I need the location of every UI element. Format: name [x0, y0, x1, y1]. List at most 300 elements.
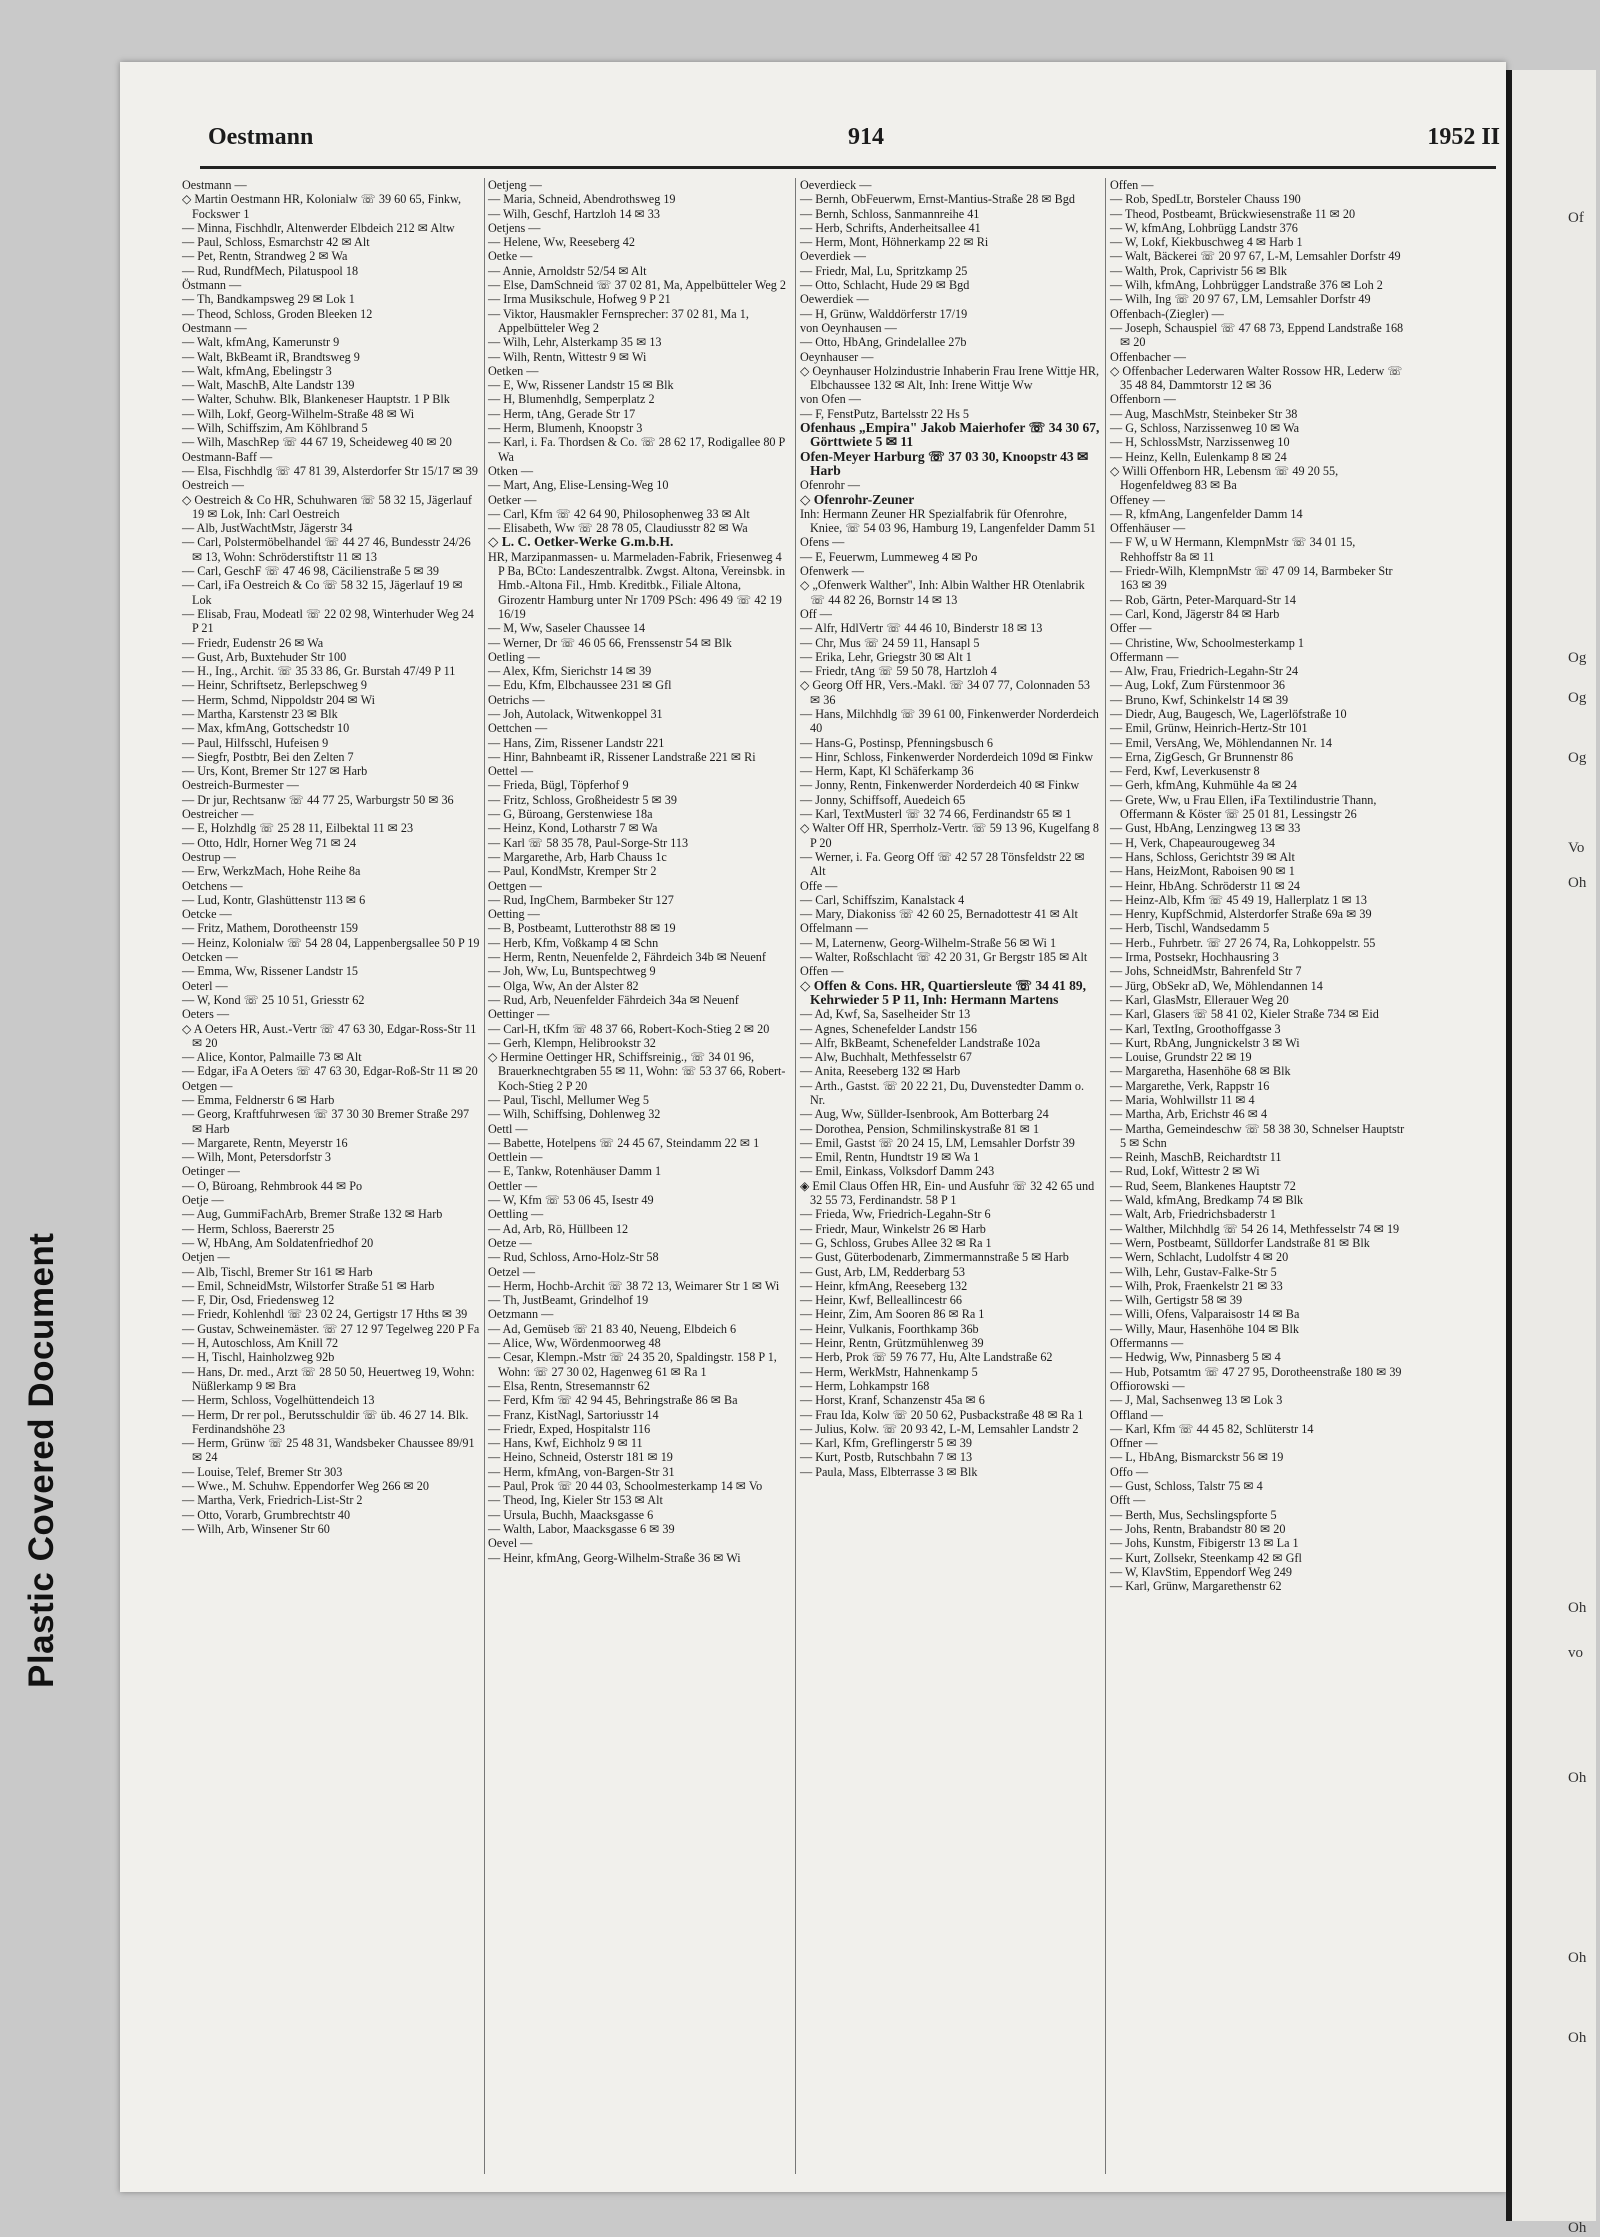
- directory-entry: Oettler —: [488, 1178, 538, 1193]
- directory-entry: — Friedr-Wilh, KlempnMstr ☏ 47 09 14, Barmbeker Str 163 ✉ 39: [1110, 564, 1393, 593]
- directory-entry: — Walter, Schuhw. Blk, Blankeneser Hauptstr. 1 P Blk: [182, 392, 450, 407]
- directory-entry: — Emma, Feldnerstr 6 ✉ Harb: [182, 1093, 335, 1107]
- directory-entry: — Werner, i. Fa. Georg Off ☏ 42 57 28 Tönsfeldstr 22 ✉ Alt: [800, 849, 1085, 879]
- directory-entry: — Alb, Tischl, Bremer Str 161 ✉ Harb: [182, 1264, 373, 1279]
- directory-entry: — Bernh, ObFeuerwm, Ernst-Mantius-Straße 28 ✉ Bgd: [800, 192, 1075, 207]
- directory-entry: ◇ L. C. Oetker-Werke G.m.b.H.: [488, 534, 674, 550]
- directory-entry: — H, Autoschloss, Am Knill 72: [182, 1336, 339, 1351]
- directory-entry: — Cesar, Klempn.-Mstr ☏ 24 35 20, Spaldingstr. 158 P 1, Wohn: ☏ 27 30 02, Hagenweg 61 ✉ Ra 1: [488, 1350, 777, 1379]
- next-page-fragment: Oh: [1568, 1770, 1587, 1786]
- directory-entry: — Carl, Kond, Jägerstr 84 ✉ Harb: [1110, 606, 1280, 621]
- directory-entry: — Friedr, Mal, Lu, Spritzkamp 25: [800, 263, 968, 278]
- directory-entry: Ofenrohr —: [800, 478, 860, 493]
- next-page-fragment: vo: [1568, 1645, 1583, 1661]
- directory-entry: — Kurt, Postb, Rutschbahn 7 ✉ 13: [800, 1450, 973, 1465]
- directory-entry: — Hans, Dr. med., Arzt ☏ 28 50 50, Heuertweg 19, Wohn: Nüßlerkamp 9 ✉ Bra: [182, 1364, 475, 1393]
- directory-entry: — Joseph, Schauspiel ☏ 47 68 73, Eppend Landstraße 168 ✉ 20: [1110, 320, 1404, 350]
- directory-entry: — Lud, Kontr, Glashüttenstr 113 ✉ 6: [182, 892, 366, 907]
- directory-entry: — W, HbAng, Am Soldatenfriedhof 20: [182, 1235, 374, 1250]
- directory-entry: — Wilh, Schiffsing, Dohlenweg 32: [488, 1107, 661, 1122]
- directory-entry: — Johs, Kunstm, Fibigerstr 13 ✉ La 1: [1110, 1536, 1299, 1551]
- directory-entry: — Paul, Prok ☏ 20 44 03, Schoolmesterkamp 14 ✉ Vo: [488, 1479, 763, 1494]
- directory-entry: — Carl, Polstermöbelhandel ☏ 44 27 46, Bundesstr 24/26 ✉ 13, Wohn: Schröderstiftstr 11 ✉ 13: [182, 535, 471, 564]
- directory-entry: — Maria, Schneid, Abendrothsweg 19: [488, 192, 676, 207]
- directory-entry: ◇ Oeynhauser Holzindustrie Inhaberin Frau Irene Wittje HR, Elbchaussee 132 ✉ Alt, Inh: Irene Wittje Ww: [800, 363, 1100, 393]
- directory-entry: — Rud, RundfMech, Pilatuspool 18: [182, 263, 359, 278]
- directory-entry: — Heinr, kfmAng, Reeseberg 132: [800, 1278, 968, 1293]
- directory-entry: Oettlein —: [488, 1150, 543, 1165]
- directory-entry: Oetchens —: [182, 878, 243, 893]
- directory-entry: — E, Holzhdlg ☏ 25 28 11, Eilbektal 11 ✉ 23: [182, 821, 414, 836]
- directory-entry: — Louise, Grundstr 22 ✉ 19: [1110, 1050, 1252, 1065]
- directory-entry: ◇ Offen & Cons. HR, Quartiersleute ☏ 34 41 89, Kehrwieder 5 P 11, Inh: Hermann Martens: [800, 977, 1086, 1007]
- edition-year: 1952 II: [1427, 124, 1500, 150]
- directory-entry: — Erna, ZigGesch, Gr Brunnenstr 86: [1110, 749, 1294, 764]
- directory-entry: — H, Blumenhdlg, Semperplatz 2: [488, 392, 655, 407]
- directory-entry: — Herm, WerkMstr, Hahnenkamp 5: [800, 1364, 978, 1379]
- directory-entry: — Walt, BkBeamt iR, Brandtsweg 9: [182, 349, 360, 364]
- next-page-fragment: Oh: [1568, 1600, 1587, 1616]
- directory-entry: — Theod, Schloss, Groden Bleeken 12: [182, 306, 373, 321]
- directory-entry: Offen —: [1110, 178, 1154, 192]
- directory-entry: — Ad, Kwf, Sa, Saselheider Str 13: [800, 1007, 971, 1022]
- directory-entry: Otken —: [488, 463, 534, 478]
- directory-entry: Oetjen —: [182, 1250, 230, 1265]
- directory-entry: — Th, JustBeamt, Grindelhof 19: [488, 1293, 649, 1308]
- directory-entry: — Grete, Ww, u Frau Ellen, iFa Textilindustrie Thann, Offermann & Köster ☏ 25 01 81, Lessingstr 26: [1110, 792, 1377, 822]
- directory-entry: Oetzmann —: [488, 1307, 554, 1322]
- directory-entry: — Georg, Kraftfuhrwesen ☏ 37 30 30 Bremer Straße 297 ✉ Harb: [182, 1107, 470, 1136]
- directory-entry: — Hinr, Bahnbeamt iR, Rissener Landstraße 221 ✉ Ri: [488, 749, 756, 764]
- directory-entry: — Johs, SchneidMstr, Bahrenfeld Str 7: [1110, 964, 1302, 979]
- directory-entry: — Alw, Buchhalt, Methfesselstr 67: [800, 1050, 972, 1065]
- directory-entry: — Erika, Lehr, Griegstr 30 ✉ Alt 1: [800, 649, 972, 664]
- directory-entry: — Heinr, Kwf, Belleallincestr 66: [800, 1293, 962, 1308]
- directory-entry: — Henry, KupfSchmid, Alsterdorfer Straße 69a ✉ 39: [1110, 907, 1372, 922]
- directory-entry: Oetje —: [182, 1193, 224, 1208]
- directory-entry: — Wilh, Gertigstr 58 ✉ 39: [1110, 1293, 1243, 1308]
- directory-entry: — M, Laternenw, Georg-Wilhelm-Straße 56 ✉ Wi 1: [800, 935, 1057, 950]
- directory-entry: — Heino, Schneid, Osterstr 181 ✉ 19: [488, 1450, 673, 1465]
- directory-entry: Oetjens —: [488, 220, 541, 235]
- directory-entry: — Hans, HeizMont, Raboisen 90 ✉ 1: [1110, 864, 1295, 879]
- directory-entry: Oetinger —: [182, 1164, 240, 1179]
- directory-entry: — Frieda, Bügl, Töpferhof 9: [488, 778, 629, 793]
- directory-entry: — Alb, JustWachtMstr, Jägerstr 34: [182, 521, 353, 536]
- directory-entry: — Gust, Arb, LM, Redderbarg 53: [800, 1264, 965, 1279]
- directory-entry: — Emil, Gastst ☏ 20 24 15, LM, Lemsahler Dorfstr 39: [800, 1135, 1075, 1150]
- directory-entry: — Friedr, Exped, Hospitalstr 116: [488, 1421, 651, 1436]
- directory-entry: — E, Feuerwm, Lummeweg 4 ✉ Po: [800, 549, 978, 564]
- directory-entry: — H, SchlossMstr, Narzissenweg 10: [1110, 435, 1290, 450]
- next-page-fragment: Og: [1568, 650, 1587, 666]
- directory-entry: — Walt, Arb, Friedrichsbaderstr 1: [1110, 1207, 1276, 1222]
- directory-entry: Offner —: [1110, 1436, 1158, 1451]
- directory-entry: — O, Büroang, Rehmbrook 44 ✉ Po: [182, 1178, 363, 1193]
- directory-entry: — Wilh, Ing ☏ 20 97 67, LM, Lemsahler Dorfstr 49: [1110, 292, 1371, 307]
- directory-entry: — Carl, iFa Oestreich & Co ☏ 58 32 15, Jägerlauf 19 ✉ Lok: [182, 578, 463, 607]
- directory-entry: Oestreich —: [182, 478, 244, 493]
- directory-entry: — Heinr, Schriftsetz, Berlepschweg 9: [182, 678, 367, 693]
- directory-entry: — Theod, Postbeamt, Brückwiesenstraße 11 ✉ 20: [1110, 206, 1356, 221]
- directory-entry: — Maria, Wohlwillstr 11 ✉ 4: [1110, 1093, 1255, 1107]
- directory-entry: Oettel —: [488, 764, 534, 779]
- directory-entry: — Wern, Postbeamt, Sülldorfer Landstraße 81 ✉ Blk: [1110, 1235, 1370, 1250]
- directory-entry: — Karl, Grünw, Margarethenstr 62: [1110, 1579, 1282, 1594]
- directory-entry: — Walter, Roßschlacht ☏ 42 20 31, Gr Bergstr 185 ✉ Alt: [800, 950, 1088, 965]
- directory-entry: — Emil, VersAng, We, Möhlendannen Nr. 14: [1110, 735, 1332, 750]
- directory-entry: — Herb, Tischl, Wandsedamm 5: [1110, 921, 1270, 936]
- directory-entry: — W, Kond ☏ 25 10 51, Griesstr 62: [182, 992, 365, 1007]
- next-page-edge: [1506, 70, 1596, 2236]
- directory-entry: Ofenwerk —: [800, 564, 864, 579]
- directory-entry: — Elisab, Frau, Modeatl ☏ 22 02 98, Winterhuder Weg 24 P 21: [182, 606, 474, 636]
- directory-entry: — Carl-H, tKfm ☏ 48 37 66, Robert-Koch-Stieg 2 ✉ 20: [488, 1021, 770, 1036]
- directory-entry: — Carl, GeschF ☏ 47 46 98, Cäcilienstraße 5 ✉ 39: [182, 564, 439, 579]
- directory-entry: — Kurt, Zollsekr, Steenkamp 42 ✉ Gfl: [1110, 1550, 1302, 1565]
- directory-entry: Offt —: [1110, 1493, 1146, 1508]
- header-rule: [200, 166, 1496, 169]
- directory-entry: Oetling —: [488, 649, 540, 664]
- directory-entry: — Alex, Kfm, Sierichstr 14 ✉ 39: [488, 664, 652, 679]
- directory-entry: — Anita, Reeseberg 132 ✉ Harb: [800, 1064, 961, 1079]
- directory-entry: — F, Dir, Osd, Friedensweg 12: [182, 1293, 335, 1308]
- directory-entry: — Rud, IngChem, Barmbeker Str 127: [488, 892, 674, 907]
- directory-entry: — Wilh, Rentn, Wittestr 9 ✉ Wi: [488, 349, 647, 364]
- directory-entry: — F, FenstPutz, Bartelsstr 22 Hs 5: [800, 406, 969, 421]
- directory-entry: — Karl, TextIng, Groothoffgasse 3: [1110, 1021, 1281, 1036]
- directory-entry: — Emil, Einkass, Volksdorf Damm 243: [800, 1164, 995, 1179]
- directory-entry: — Carl, Kfm ☏ 42 64 90, Philosophenweg 33 ✉ Alt: [488, 506, 750, 521]
- directory-entry: — Paul, Tischl, Mellumer Weg 5: [488, 1093, 649, 1107]
- directory-entry: — Wwe., M. Schuhw. Eppendorfer Weg 266 ✉ 20: [182, 1479, 429, 1494]
- directory-entry: — Jonny, Rentn, Finkenwerder Norderdeich 40 ✉ Finkw: [800, 778, 1080, 793]
- directory-entry: — Hinr, Schloss, Finkenwerder Norderdeich 109d ✉ Finkw: [800, 749, 1094, 764]
- directory-entry: — Siegfr, Postbtr, Bei den Zelten 7: [182, 749, 354, 764]
- directory-entry: — Bruno, Kwf, Schinkelstr 14 ✉ 39: [1110, 692, 1289, 707]
- directory-entry: — Gustav, Schweinemäster. ☏ 27 12 97 Tegelweg 220 P Fa: [182, 1321, 480, 1336]
- directory-entry: — Martha, Gemeindeschw ☏ 58 38 30, Schnelser Hauptstr 5 ✉ Schn: [1110, 1121, 1405, 1150]
- directory-entry: — Dorothea, Pension, Schmilinskystraße 81 ✉ 1: [800, 1121, 1040, 1136]
- directory-entry: Oeverdieck —: [800, 178, 872, 192]
- next-page-edge-rule: [1506, 70, 1512, 2221]
- directory-entry: — Friedr, Kohlenhdl ☏ 23 02 24, Gertigstr 17 Hths ✉ 39: [182, 1307, 468, 1322]
- directory-entry: — Alfr, HdlVertr ☏ 44 46 10, Binderstr 18 ✉ 13: [800, 621, 1043, 636]
- next-page-fragment: Oh: [1568, 875, 1587, 891]
- directory-entry: — Paul, Hilfsschl, Hufeisen 9: [182, 735, 329, 750]
- directory-entry: Oettchen —: [488, 721, 548, 736]
- directory-entry: — Herm, Schloss, Vogelhüttendeich 13: [182, 1393, 375, 1408]
- next-page-fragment: Oh: [1568, 2220, 1587, 2236]
- directory-entry: Offo —: [1110, 1464, 1149, 1479]
- directory-entry: — Wilh, MaschRep ☏ 44 67 19, Scheideweg 40 ✉ 20: [182, 435, 452, 450]
- directory-entry: — Werner, Dr ☏ 46 05 66, Frenssenstr 54 ✉ Blk: [488, 635, 732, 650]
- directory-entry: — Margaretha, Hasenhöhe 68 ✉ Blk: [1110, 1064, 1291, 1079]
- directory-entry: — Heinr, Zim, Am Sooren 86 ✉ Ra 1: [800, 1307, 985, 1322]
- directory-entry: Offenhäuser —: [1110, 521, 1186, 536]
- directory-entry: — Hans, Kwf, Eichholz 9 ✉ 11: [488, 1436, 643, 1451]
- directory-entry: — Louise, Telef, Bremer Str 303: [182, 1464, 343, 1479]
- directory-entry: — Jürg, ObSekr aD, We, Möhlendannen 14: [1110, 978, 1323, 993]
- directory-entry: — Walth, Prok, Caprivistr 56 ✉ Blk: [1110, 263, 1287, 278]
- directory-entry: — Aug, Lokf, Zum Fürstenmoor 36: [1110, 678, 1286, 693]
- directory-entry: ◇ Offenbacher Lederwaren Walter Rossow HR, Lederw ☏ 35 48 84, Dammtorstr 12 ✉ 36: [1110, 363, 1403, 393]
- directory-entry: — Bernh, Schloss, Sanmannreihe 41: [800, 206, 980, 221]
- next-page-fragment: Oh: [1568, 1950, 1587, 1966]
- directory-entry: — Herm, Lohkampstr 168: [800, 1378, 930, 1393]
- directory-entry: Oeynhauser —: [800, 349, 874, 364]
- directory-entry: — Jonny, Schiffsoff, Auedeich 65: [800, 792, 966, 807]
- directory-entry: — Erw, WerkzMach, Hohe Reihe 8a: [182, 864, 361, 879]
- directory-entry: Oettgen —: [488, 878, 542, 893]
- directory-entry: — Herb, Schrifts, Anderheitsallee 41: [800, 220, 981, 235]
- directory-entry: — Karl, i. Fa. Thordsen & Co. ☏ 28 62 17, Rodigallee 80 P Wa: [488, 435, 785, 464]
- directory-entry: — Herm, Schloss, Baererstr 25: [182, 1221, 335, 1236]
- directory-entry: von Ofen —: [800, 392, 861, 407]
- directory-entry: — Babette, Hotelpens ☏ 24 45 67, Steindamm 22 ✉ 1: [488, 1135, 760, 1150]
- directory-entry: — Gust, HbAng, Lenzingweg 13 ✉ 33: [1110, 821, 1301, 836]
- directory-entry: — Ursula, Buchh, Maacksgasse 6: [488, 1507, 654, 1522]
- directory-entry: Oestmann —: [182, 320, 247, 335]
- column-3: [800, 178, 1100, 2178]
- directory-entry: — Emil, Grünw, Heinrich-Hertz-Str 101: [1110, 721, 1308, 736]
- directory-entry: Oetrichs —: [488, 692, 545, 707]
- directory-entry: Oetke —: [488, 249, 533, 264]
- directory-entry: Offermanns —: [1110, 1336, 1184, 1351]
- directory-entry: — Gerh, kfmAng, Kuhmühle 4a ✉ 24: [1110, 778, 1297, 793]
- directory-entry: — Margarethe, Verk, Rappstr 16: [1110, 1078, 1270, 1093]
- directory-entry: — H., Ing., Archit. ☏ 35 33 86, Gr. Burstah 47/49 P 11: [182, 664, 456, 679]
- directory-entry: Oetgen —: [182, 1078, 233, 1093]
- directory-entry: Oetze —: [488, 1235, 532, 1250]
- column-2: [488, 178, 788, 2178]
- directory-entry: — Olga, Ww, An der Alster 82: [488, 978, 639, 993]
- directory-entry: — Ferd, Kwf, Leverkusenstr 8: [1110, 764, 1260, 779]
- directory-entry: Offen —: [800, 964, 844, 979]
- directory-entry: — Rud, Arb, Neuenfelder Fährdeich 34a ✉ Neuenf: [488, 992, 739, 1007]
- directory-entry: — Herm, Hochb-Archit ☏ 38 72 13, Weimarer Str 1 ✉ Wi: [488, 1278, 780, 1293]
- directory-entry: Oevel —: [488, 1536, 533, 1551]
- directory-entry: — Rud, Lokf, Wittestr 2 ✉ Wi: [1110, 1164, 1260, 1179]
- directory-entry: Oetjeng —: [488, 178, 542, 192]
- directory-entry: — Horst, Kranf, Schanzenstr 45a ✉ 6: [800, 1393, 985, 1408]
- directory-entry: Oetker —: [488, 492, 537, 507]
- directory-entry: — Diedr, Aug, Baugesch, We, Lagerlöfstraße 10: [1110, 706, 1347, 721]
- directory-entry: — L, HbAng, Bismarckstr 56 ✉ 19: [1110, 1450, 1284, 1465]
- directory-entry: Oeterl —: [182, 978, 228, 993]
- directory-entry: — Heinr, Rentn, Grützmühlenweg 39: [800, 1336, 984, 1351]
- directory-entry: — Wilh, Geschf, Hartzloh 14 ✉ 33: [488, 206, 660, 221]
- directory-entry: — Edu, Kfm, Elbchaussee 231 ✉ Gfl: [488, 678, 672, 693]
- directory-entry: Offe —: [800, 878, 838, 893]
- directory-entry: — Heinz, Kond, Lotharstr 7 ✉ Wa: [488, 821, 658, 836]
- directory-entry: — Franz, KistNagl, Sartoriusstr 14: [488, 1407, 659, 1422]
- directory-entry: — Mart, Ang, Elise-Lensing-Weg 10: [488, 478, 669, 493]
- directory-entry: — Irma, Postsekr, Hochhausring 3: [1110, 950, 1279, 965]
- directory-entry: — Karl ☏ 58 35 78, Paul-Sorge-Str 113: [488, 835, 689, 850]
- directory-entry: — Gerh, Klempn, Helibrookstr 32: [488, 1035, 656, 1050]
- directory-entry: — Walt, kfmAng, Kamerunstr 9: [182, 335, 340, 350]
- directory-entry: — Willi, Ofens, Valparaisostr 14 ✉ Ba: [1110, 1307, 1300, 1322]
- directory-entry: — Dr jur, Rechtsanw ☏ 44 77 25, Warburgstr 50 ✉ 36: [182, 792, 454, 807]
- directory-entry: — Heinz, Kelln, Eulenkamp 8 ✉ 24: [1110, 449, 1287, 464]
- directory-entry: — Annie, Arnoldstr 52/54 ✉ Alt: [488, 263, 647, 278]
- directory-entry: — H, Verk, Chapeaurougeweg 34: [1110, 835, 1275, 850]
- directory-entry: — Christine, Ww, Schoolmesterkamp 1: [1110, 635, 1304, 650]
- directory-entry: — Gust, Güterbodenarb, Zimmermannstraße 5 ✉ Harb: [800, 1250, 1069, 1265]
- directory-entry: — Fritz, Schloss, Großheidestr 5 ✉ 39: [488, 792, 677, 807]
- directory-entry: — Wilh, Lehr, Alsterkamp 35 ✉ 13: [488, 335, 662, 350]
- column-divider: [484, 178, 485, 2174]
- directory-entry: — Rob, Gärtn, Peter-Marquard-Str 14: [1110, 592, 1296, 607]
- directory-entry: Oeverdiek —: [800, 249, 866, 264]
- directory-entry: — Elsa, Fischhdlg ☏ 47 81 39, Alsterdorfer Str 15/17 ✉ 39: [182, 463, 478, 478]
- directory-entry: — Emma, Ww, Rissener Landstr 15: [182, 964, 359, 979]
- directory-entry: — Herb, Kfm, Voßkamp 4 ✉ Schn: [488, 935, 659, 950]
- directory-entry: — Karl, TextMusterl ☏ 32 74 66, Ferdinandstr 65 ✉ 1: [800, 807, 1072, 822]
- directory-entry: — Max, kfmAng, Gottschedstr 10: [182, 721, 350, 736]
- directory-entry: — Walt, MaschB, Alte Landstr 139: [182, 378, 355, 393]
- directory-entry: — Elisabeth, Ww ☏ 28 78 05, Claudiusstr 82 ✉ Wa: [488, 521, 748, 536]
- directory-entry: — Aug, Ww, Süllder-Isenbrook, Am Botterbarg 24: [800, 1107, 1049, 1122]
- directory-entry: — Karl, Kfm, Greflingerstr 5 ✉ 39: [800, 1436, 972, 1451]
- directory-entry: Oettling —: [488, 1207, 544, 1222]
- directory-entry: Ofens —: [800, 535, 845, 550]
- directory-entry: Offiorowski —: [1110, 1378, 1185, 1393]
- directory-entry: — Kurt, RbAng, Jungnickelstr 3 ✉ Wi: [1110, 1035, 1300, 1050]
- directory-entry: — Otto, HbAng, Grindelallee 27b: [800, 335, 967, 350]
- directory-entry: — Wilh, Arb, Winsener Str 60: [182, 1521, 330, 1536]
- directory-entry: — Paul, KondMstr, Kremper Str 2: [488, 864, 657, 879]
- directory-entry: HR, Marzipanmassen- u. Marmeladen-Fabrik, Friesenweg 4 P Ba, BCto: Landeszentralbk. Zwgst. Altona, Vereinsbk. in Hmb.-Altona Fil., Hmb. Kreditbk., Filiale Altona, Girozentr Hamburg unter Nr 1709 PSch: 496 49 ☏ 42 19 16/19: [488, 549, 786, 621]
- directory-entry: — Heinr, kfmAng, Georg-Wilhelm-Straße 36 ✉ Wi: [488, 1550, 741, 1565]
- directory-entry: — Th, Bandkampsweg 29 ✉ Lok 1: [182, 292, 355, 307]
- directory-entry: Offenbacher —: [1110, 349, 1186, 364]
- directory-entry: — Heinz, Kolonialw ☏ 54 28 04, Lappenbergsallee 50 P 19: [182, 935, 480, 950]
- directory-entry: — J, Mal, Sachsenweg 13 ✉ Lok 3: [1110, 1393, 1283, 1408]
- directory-entry: — G, Büroang, Gerstenwiese 18a: [488, 807, 653, 822]
- directory-entry: — Walther, Milchhdlg ☏ 54 26 14, Methfesselstr 74 ✉ 19: [1110, 1221, 1400, 1236]
- directory-entry: ◇ „Ofenwerk Walther", Inh: Albin Walther HR Otenlabrik ☏ 44 82 26, Bornstr 14 ✉ 13: [800, 578, 1085, 607]
- next-page-fragment: Oh: [1568, 2030, 1587, 2046]
- directory-entry: Oetting —: [488, 907, 540, 922]
- directory-entry: Oettl —: [488, 1121, 528, 1136]
- side-label-text: Plastic Covered Document: [22, 1232, 61, 1688]
- directory-entry: — F W, u W Hermann, KlempnMstr ☏ 34 01 15, Rehhoffstr 8a ✉ 11: [1110, 535, 1356, 564]
- directory-entry: — Otto, Hdlr, Horner Weg 71 ✉ 24: [182, 835, 357, 850]
- directory-entry: — Hans, Schloss, Gerichtstr 39 ✉ Alt: [1110, 849, 1295, 864]
- directory-entry: — Viktor, Hausmakler Fernsprecher: 37 02 81, Ma 1, Appelbütteler Weg 2: [488, 306, 749, 335]
- directory-entry: — Wilh, Mont, Petersdorfstr 3: [182, 1150, 331, 1165]
- next-page-fragment: Of: [1568, 210, 1584, 226]
- directory-entry: — Martha, Arb, Erichstr 46 ✉ 4: [1110, 1107, 1268, 1122]
- directory-entry: — H, Tischl, Hainholzweg 92b: [182, 1350, 335, 1365]
- directory-entry: Offenbach-(Ziegler) —: [1110, 306, 1224, 321]
- directory-entry: — Herm, Mont, Höhnerkamp 22 ✉ Ri: [800, 235, 989, 250]
- directory-entry: — Karl, Kfm ☏ 44 45 82, Schlüterstr 14: [1110, 1421, 1314, 1436]
- directory-entry: — Friedr, Maur, Winkelstr 26 ✉ Harb: [800, 1221, 986, 1236]
- directory-entry: Oestmann-Baff —: [182, 449, 273, 464]
- directory-entry: — Friedr, Eudenstr 26 ✉ Wa: [182, 635, 324, 650]
- directory-entry: — M, Ww, Saseler Chaussee 14: [488, 621, 646, 636]
- directory-entry: — Hans, Zim, Rissener Landstr 221: [488, 735, 665, 750]
- directory-entry: — Ad, Arb, Rö, Hüllbeen 12: [488, 1221, 629, 1236]
- directory-entry: — Alw, Frau, Friedrich-Legahn-Str 24: [1110, 664, 1299, 679]
- directory-entry: — Arth., Gastst. ☏ 20 22 21, Du, Duvenstedter Damm o. Nr.: [800, 1078, 1085, 1107]
- directory-entry: — H, Grünw, Walddörferstr 17/19: [800, 306, 968, 321]
- directory-entry: Oetzel —: [488, 1264, 536, 1279]
- directory-entry: Offelmann —: [800, 921, 868, 936]
- directory-entry: Offermann —: [1110, 649, 1179, 664]
- directory-entry: — Hub, Potsamtm ☏ 47 27 95, Dorotheenstraße 180 ✉ 39: [1110, 1364, 1402, 1379]
- directory-entry: — Frieda, Ww, Friedrich-Legahn-Str 6: [800, 1207, 991, 1222]
- directory-entry: — W, Lokf, Kiekbuschweg 4 ✉ Harb 1: [1110, 235, 1303, 250]
- directory-entry: — Otto, Vorarb, Grumbrechtstr 40: [182, 1507, 351, 1522]
- directory-entry: — Rud, Schloss, Arno-Holz-Str 58: [488, 1250, 659, 1265]
- directory-entry: — Reinh, MaschB, Reichardtstr 11: [1110, 1150, 1282, 1165]
- directory-entry: — Edgar, iFa A Oeters ☏ 47 63 30, Edgar-Roß-Str 11 ✉ 20: [182, 1064, 478, 1079]
- directory-entry: Oestmann —: [182, 178, 247, 192]
- directory-entry: — Herm, kfmAng, von-Bargen-Str 31: [488, 1464, 675, 1479]
- directory-entry: ◇ Willi Offenborn HR, Lebensm ☏ 49 20 55, Hogenfeldweg 83 ✉ Ba: [1110, 463, 1339, 493]
- directory-entry: — Irma Musikschule, Hofweg 9 P 21: [488, 292, 671, 307]
- directory-entry: — Friedr, tAng ☏ 59 50 78, Hartzloh 4: [800, 664, 997, 679]
- directory-entry: Ofenhaus „Empira" Jakob Maierhofer ☏ 34 30 67, Görttwiete 5 ✉ 11: [800, 420, 1100, 450]
- directory-entry: von Oeynhausen —: [800, 320, 897, 335]
- directory-entry: — Berth, Mus, Sechslingspforte 5: [1110, 1507, 1277, 1522]
- directory-entry: — Emil, SchneidMstr, Wilstorfer Straße 51 ✉ Harb: [182, 1278, 435, 1293]
- directory-entry: — Herb, Prok ☏ 59 76 77, Hu, Alte Landstraße 62: [800, 1350, 1053, 1365]
- directory-entry: — Herm, Grünw ☏ 25 48 31, Wandsbeker Chaussee 89/91 ✉ 24: [182, 1436, 475, 1465]
- side-label: [22, 1232, 82, 1748]
- directory-entry: — Theod, Ing, Kieler Str 153 ✉ Alt: [488, 1493, 663, 1508]
- directory-entry: — Hedwig, Ww, Pinnasberg 5 ✉ 4: [1110, 1350, 1281, 1365]
- directory-entry: Oettinger —: [488, 1007, 550, 1022]
- directory-entry: — Otto, Schlacht, Hude 29 ✉ Bgd: [800, 278, 970, 293]
- directory-entry: — Minna, Fischhdlr, Altenwerder Elbdeich 212 ✉ Altw: [182, 220, 455, 235]
- directory-entry: ◇ Walter Off HR, Sperrholz-Vertr. ☏ 59 13 96, Kugelfang 8 P 20: [800, 821, 1100, 850]
- directory-entry: — Wilh, Schiffszim, Am Köhlbrand 5: [182, 421, 368, 436]
- directory-entry: ◇ Ofenrohr-Zeuner: [800, 491, 915, 507]
- directory-entry: — Gust, Schloss, Talstr 75 ✉ 4: [1110, 1479, 1263, 1494]
- directory-entry: — Wilh, Lokf, Georg-Wilhelm-Straße 48 ✉ Wi: [182, 406, 415, 421]
- directory-entry: — Fritz, Mathem, Dorotheenstr 159: [182, 921, 359, 936]
- directory-entry: — Helene, Ww, Reeseberg 42: [488, 235, 635, 250]
- running-head: Oestmann: [208, 124, 314, 150]
- directory-entry: Oetcken —: [182, 950, 238, 965]
- page-header: [208, 124, 1500, 158]
- directory-entry: — W, KlavStim, Eppendorf Weg 249: [1110, 1564, 1292, 1579]
- directory-entry: — Mary, Diakoniss ☏ 42 60 25, Bernadottestr 41 ✉ Alt: [800, 907, 1078, 922]
- page-number: 914: [848, 124, 884, 150]
- directory-entry: — G, Schloss, Narzissenweg 10 ✉ Wa: [1110, 421, 1300, 436]
- directory-entry: — Wald, kfmAng, Bredkamp 74 ✉ Blk: [1110, 1193, 1304, 1208]
- directory-entry: — Wern, Schlacht, Ludolfstr 4 ✉ 20: [1110, 1250, 1289, 1265]
- directory-entry: — Julius, Kolw. ☏ 20 93 42, L-M, Lemsahler Landstr 2: [800, 1421, 1079, 1436]
- directory-entry: — Gust, Arb, Buxtehuder Str 100: [182, 649, 347, 664]
- directory-entry: — Joh, Ww, Lu, Buntspechtweg 9: [488, 964, 656, 979]
- directory-entry: — Aug, MaschMstr, Steinbeker Str 38: [1110, 406, 1298, 421]
- directory-entry: — Wilh, Prok, Fraenkelstr 21 ✉ 33: [1110, 1278, 1283, 1293]
- directory-entry: ◈ Emil Claus Offen HR, Ein- und Ausfuhr ☏ 32 42 65 und 32 55 73, Ferdinandstr. 58 P 1: [800, 1178, 1095, 1208]
- directory-entry: Oewerdiek —: [800, 292, 869, 307]
- directory-entry: — Urs, Kont, Bremer Str 127 ✉ Harb: [182, 764, 368, 779]
- directory-entry: Östmann —: [182, 278, 242, 293]
- directory-entry: — Rud, Seem, Blankenes Hauptstr 72: [1110, 1178, 1296, 1193]
- directory-entry: — Herm, Dr rer pol., Berutsschuldir ☏ üb. 46 27 14. Blk. Ferdinandshöhe 23: [182, 1407, 469, 1436]
- directory-entry: — Rob, SpedLtr, Borsteler Chauss 190: [1110, 192, 1301, 207]
- directory-entry: — Martha, Karstenstr 23 ✉ Blk: [182, 706, 338, 721]
